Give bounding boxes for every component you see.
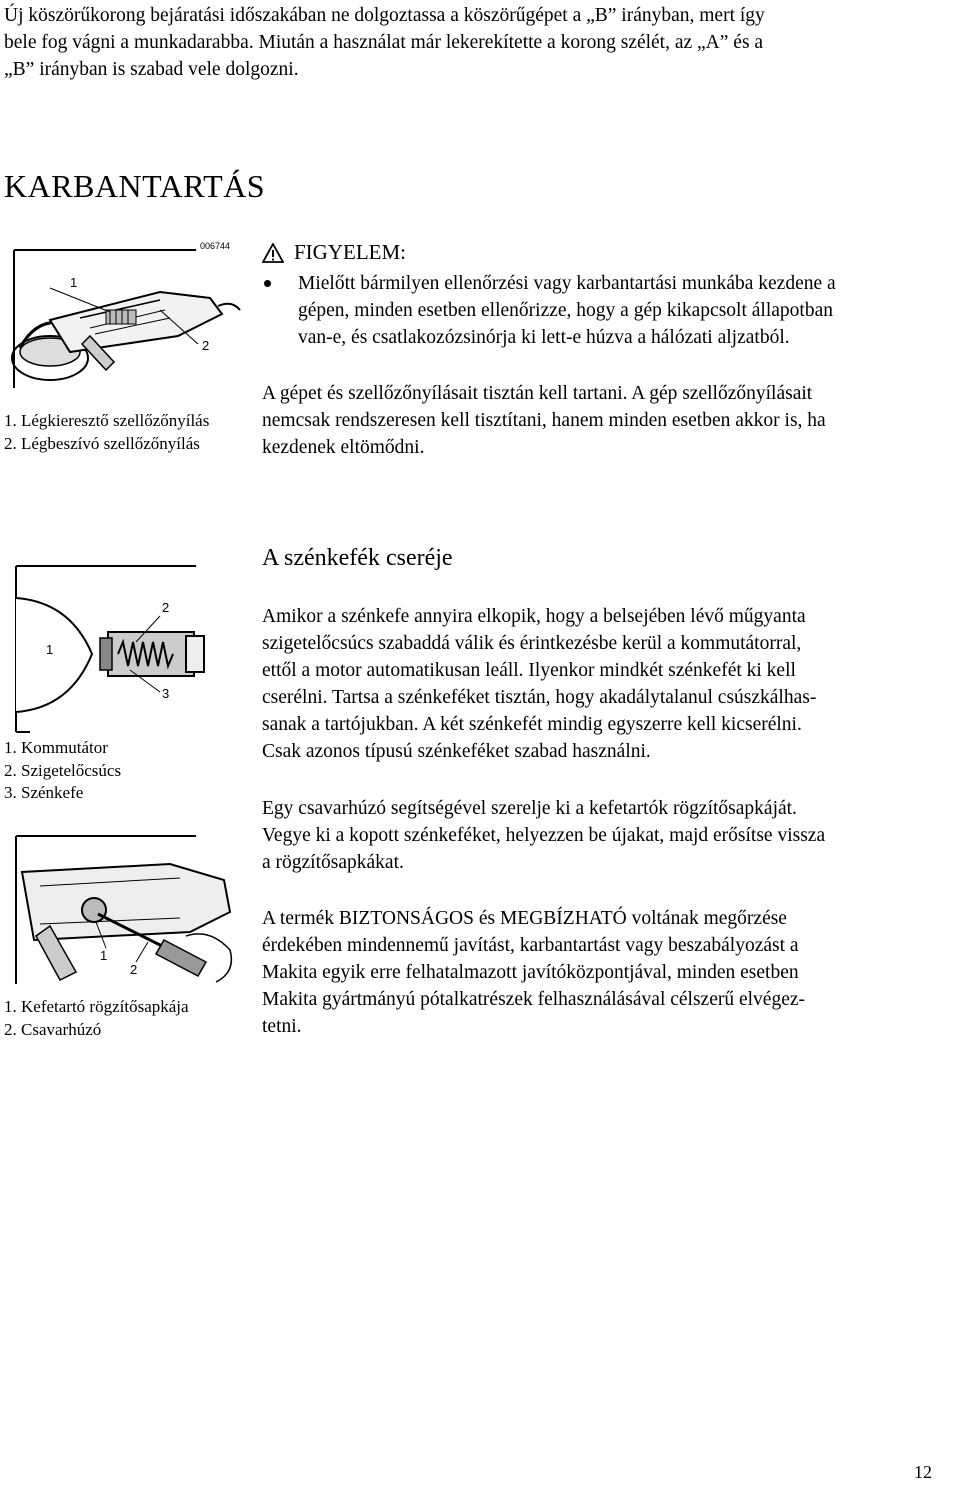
service-paragraph <box>262 905 956 1040</box>
figure-commutator <box>10 562 242 734</box>
vent-line: nemcsak rendszeresen kell tisztítani, hanem minden esetben akkor is, ha <box>262 410 826 431</box>
screwdriver-paragraph <box>262 795 956 876</box>
caption-line: 1. Kefetartó rögzítősapkája <box>4 997 189 1016</box>
caption-line: 2. Csavarhúzó <box>4 1019 102 1039</box>
brush-line: cserélni. Tartsa a szénkeféket tisztán, hogy akadálytalanul csúszkálhas- <box>262 687 817 708</box>
brush-line: Csak azonos típusú szénkeféket szabad használni. <box>262 741 651 762</box>
page-number: 12 <box>914 1462 932 1482</box>
callout-2: 2 <box>130 962 138 977</box>
callout-1: 1 <box>100 948 108 963</box>
warning-label: FIGYELEM: <box>294 240 406 264</box>
grinder-vents-illustration <box>10 240 242 390</box>
service-line: Makita gyártmányú pótalkatrészek felhasználásával célszerű elvégez- <box>262 989 806 1010</box>
caption-line: 3. Szénkefe <box>4 783 84 802</box>
caption-line: 2. Légbeszívó szellőzőnyílás <box>4 433 200 453</box>
warning-line: Mielőtt bármilyen ellenőrzési vagy karbantartási munkába kezdene a <box>298 273 836 294</box>
figure-grinder-vents <box>10 240 242 390</box>
brush-line: ettől a motor automatikusan leáll. Ilyenkor mindkét szénkefét ki kell <box>262 660 796 681</box>
figure3-caption <box>4 996 189 1041</box>
service-line: tetni. <box>262 1016 302 1037</box>
vent-line: kezdenek eltömődni. <box>262 437 425 458</box>
intro-line: Új köszörűkorong bejáratási időszakában ne dolgoztassa a köszörűgépet a „B” irányban, mert így <box>4 5 765 26</box>
commutator-illustration <box>10 562 242 734</box>
caption-line: 1. Légkieresztő szellőzőnyílás <box>4 411 210 430</box>
callout-2: 2 <box>202 338 210 353</box>
vent-line: A gépet és szellőzőnyílásait tisztán kell tartani. A gép szellőzőnyílásait <box>262 383 813 404</box>
brush-line: sanak a tartójukban. A két szénkefét mindig egyszerre kell kicserélni. <box>262 714 802 735</box>
warning-bullet <box>262 270 956 351</box>
figure2-caption <box>4 737 121 805</box>
service-line: A termék BIZTONSÁGOS és MEGBÍZHATÓ voltának megőrzése <box>262 908 787 929</box>
warning-line: van-e, és csatlakozózsinórja ki lett-e húzva a hálózati aljzatból. <box>298 327 790 348</box>
screwdriver-line: a rögzítősapkákat. <box>262 852 404 873</box>
callout-2: 2 <box>162 600 170 615</box>
figure-brush-cap <box>10 832 242 988</box>
service-line: érdekében mindennemű javítást, karbantartást vagy beszabályozást a <box>262 935 799 956</box>
intro-line: bele fog vágni a munkadarabba. Miután a használat már lekerekítette a korong szélét, az „A” és a <box>4 32 764 53</box>
brush-line: szigetelőcsúcs szabaddá válik és érintkezésbe kerül a kommutátorral, <box>262 633 802 654</box>
intro-paragraph <box>4 2 954 83</box>
subsection-title: A szénkefék cseréje <box>262 545 453 571</box>
warning-line: gépen, minden esetben ellenőrizze, hogy a gép kikapcsolt állapotban <box>298 300 833 321</box>
callout-3: 3 <box>162 686 170 701</box>
screwdriver-line: Vegye ki a kopott szénkeféket, helyezzen be újakat, majd erősítse vissza <box>262 825 826 846</box>
figure1-caption <box>4 410 209 455</box>
screwdriver-line: Egy csavarhúzó segítségével szerelje ki a kefetartók rögzítősapkáját. <box>262 798 797 819</box>
bullet-dot <box>264 280 271 287</box>
figure-code: 006744 <box>200 241 231 251</box>
brush-cap-illustration <box>10 832 242 988</box>
brush-paragraph <box>262 603 956 765</box>
caption-line: 1. Kommutátor <box>4 738 108 757</box>
section-title: KARBANTARTÁS <box>4 168 266 204</box>
caption-line: 2. Szigetelőcsúcs <box>4 760 122 780</box>
callout-1: 1 <box>70 275 78 290</box>
warning-triangle-icon <box>262 243 284 263</box>
service-line: Makita egyik erre felhatalmazott javítóközpontjával, minden esetben <box>262 962 799 983</box>
vent-paragraph <box>262 380 956 461</box>
brush-line: Amikor a szénkefe annyira elkopik, hogy a belsejében lévő műgyanta <box>262 606 806 627</box>
callout-1: 1 <box>46 642 54 657</box>
intro-line: „B” irányban is szabad vele dolgozni. <box>4 59 299 80</box>
warning-heading <box>262 240 406 265</box>
